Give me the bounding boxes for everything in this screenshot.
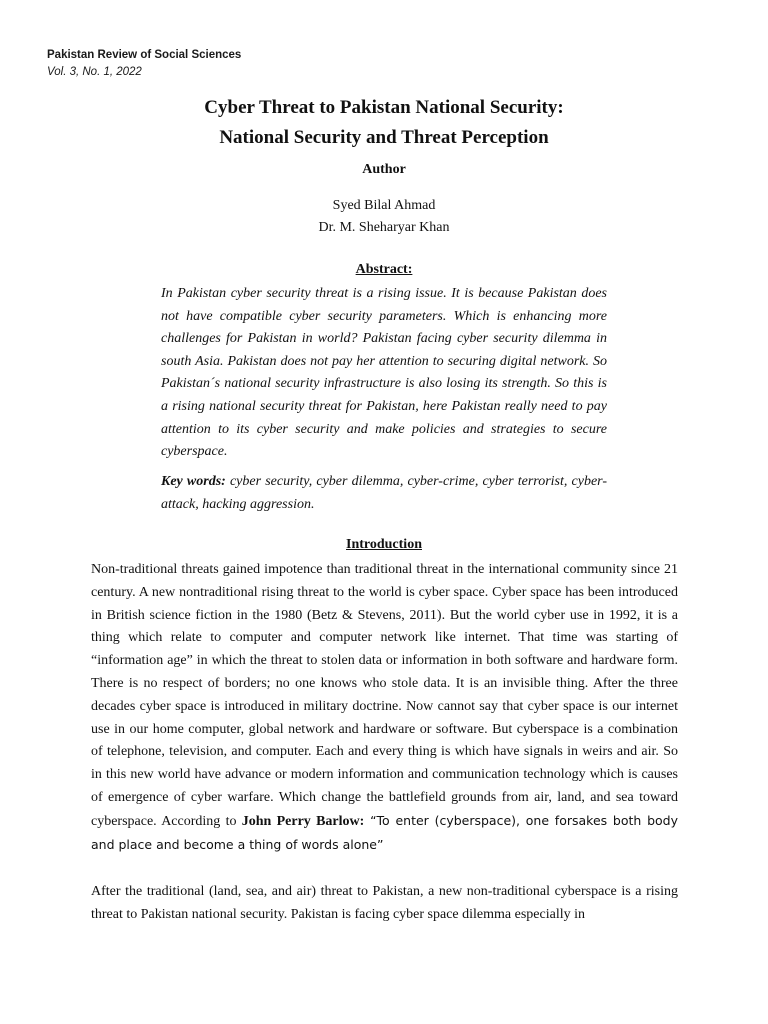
author-name: Syed Bilal Ahmad	[332, 198, 436, 213]
journal-volume: Vol. 3, No. 1, 2022	[47, 66, 142, 78]
paper-title-line-2: National Security and Threat Perception	[219, 127, 549, 148]
keywords	[161, 471, 607, 516]
introduction-heading: Introduction	[346, 537, 422, 552]
author-list	[0, 195, 768, 239]
author-name: Dr. M. Sheharyar Khan	[318, 220, 450, 235]
introduction-paragraph-1	[91, 559, 678, 857]
paragraph-text: Non-traditional threats gained impotence than traditional threat in the international community since 21 century. A new nontraditional rising threat to the world is cyber space. Cyber space has been introduced in British science fiction in the 1980 (Betz & Stevens, 2011). But the world cyber use in 1992, it is a thing which relate to computer and computer network like internet. That time was starting of “information age” in which the threat to stolen data or information in both software and hardware form. There is no respect of borders; no one knows who stole data. It is an invisible thing. After the three decades cyber space is introduced in military doctrine. Now cannot say that cyber space is our internet use in our home computer, global network and hardware or software. But cyberspace is a combination of telephone, television, and computer. Each and every thing is which have signals in weirs and air. So in this new world have advance or modern information and communication technology which is causes of emergence of cyber warfare. Which change the battlefield grounds from air, land, and sea toward cyberspace. According to	[91, 562, 678, 829]
journal-header	[47, 47, 241, 81]
abstract-heading: Abstract:	[355, 262, 413, 277]
paper-title	[0, 93, 768, 153]
paper-title-line-1: Cyber Threat to Pakistan National Security:	[204, 97, 564, 118]
quote-text: “To enter (cyberspace), one forsakes both body and place and become a thing of words alone”	[91, 812, 678, 852]
keywords-label: Key words:	[161, 474, 226, 489]
journal-name: Pakistan Review of Social Sciences	[47, 49, 242, 61]
introduction-paragraph-2: After the traditional (land, sea, and air) threat to Pakistan, a new non-traditional cyberspace is a rising threat to Pakistan national security. Pakistan is facing cyber space dilemma especially in	[91, 884, 678, 922]
abstract-text: In Pakistan cyber security threat is a rising issue. It is because Pakistan does not have compatible cyber security parameters. Which is enhancing more challenges for Pakistan in world? Pakistan facing cyber security dilemma in south Asia. Pakistan does not pay her attention to securing digital network. So Pakistan´s national security infrastructure is also losing its strength. So this is a rising national security threat for Pakistan, here Pakistan really need to pay attention to its cyber security and make policies and strategies to secure cyberspace.	[161, 286, 607, 460]
keywords-text: cyber security, cyber dilemma, cyber-crime, cyber terrorist, cyber-attack, hacking aggression.	[161, 474, 607, 512]
author-heading: Author	[362, 162, 406, 177]
quoted-person: John Perry Barlow:	[241, 813, 365, 829]
